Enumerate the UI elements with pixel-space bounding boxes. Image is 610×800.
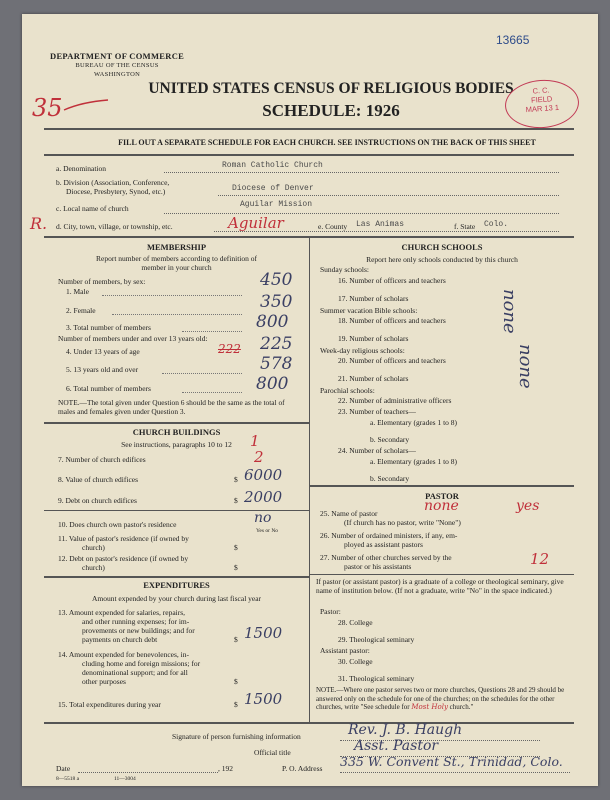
division-value: Diocese of Denver [232,184,314,193]
q8-label: 8. Value of church edifices [58,475,139,484]
q14-label: 14. Amount expended for benevolences, in- [58,650,190,659]
q7-value-b: 2 [254,448,264,466]
membership-sub2: member in your church [141,263,212,272]
q20-label: 20. Number of officers and teachers [338,356,446,365]
q3-label: 3. Total number of members [66,323,151,332]
q23-label: 23. Number of teachers— [338,407,416,416]
q14-label-b: cluding home and foreign missions; for [82,659,201,668]
q13-label-c: provements or new buildings; and for [82,626,195,635]
census-schedule-page [22,14,598,786]
q13-label: 13. Amount expended for salaries, repairs, [58,608,186,617]
q11-label-b: church) [82,543,105,552]
q23b-label: b. Secondary [370,435,410,444]
weekday-label: Week-day religious schools: [320,346,405,355]
state-label: f. State [454,222,476,231]
buildings-sub: See instructions, paragraphs 10 to 12 [121,440,232,449]
q27-value: 12 [530,550,550,568]
denomination-label: a. Denomination [56,164,106,173]
county-label: e. County [318,222,348,231]
q26-label-b: ployed as assistant pastors [344,540,423,549]
rule [44,576,309,578]
q12-label-b: church) [82,563,105,572]
q15-value: 1500 [244,690,283,708]
date-line [78,772,218,773]
pastor-heading: PASTOR [425,491,459,501]
q5-label: 5. 13 years old and over [66,365,139,374]
title-label: Official title [254,748,291,757]
dept-name: DEPARTMENT OF COMMERCE [50,51,185,61]
q30-label: 30. College [338,657,373,666]
red-check-mark [62,98,112,120]
yes-no-hint: Yes or No [256,528,279,534]
q4-crossed: 222 [218,342,241,356]
q27-label: 27. Number of other churches served by the [320,553,452,562]
po-line [340,772,570,773]
college-note: If pastor (or assistant pastor) is a graduate of a college or theological seminary, give name of institution below. (If not a graduate, write "No" in the space indicated.) [316,577,564,595]
leader-dots [102,295,242,296]
denomination-value: Roman Catholic Church [222,161,323,170]
q13-label-d: payments on church debt [82,635,158,644]
field-line [164,172,559,173]
stamp-line-3: MAR 13 1 [525,102,560,115]
form-title: UNITED STATES CENSUS OF RELIGIOUS BODIES [148,80,514,97]
rule [44,154,574,156]
dollar: $ [234,543,238,552]
q4-value: 225 [260,334,293,354]
po-label: P. O. Address [282,764,323,773]
q25-value: none [424,498,459,514]
pastor-label: Pastor: [320,607,341,616]
q28-label: 28. College [338,618,373,627]
division-label-2: Diocese, Presbytery, Synod, etc.) [66,187,166,196]
county-value: Las Animas [356,220,405,229]
dollar: $ [234,496,238,505]
date-year: , 192 [218,764,233,773]
schools-none-2: none [515,344,536,389]
department-header [50,52,184,79]
q2-value: 350 [260,292,293,312]
q25-hint: (If church has no pastor, write "None") [344,518,461,527]
q14-label-d: other purposes [82,677,126,686]
signature: Rev. J. B. Haugh [348,722,463,738]
date-label: Date [56,764,71,773]
q11-label: 11. Value of pastor's residence (if owned by [58,534,189,543]
q3-value: 800 [256,312,289,332]
q1-label: 1. Male [66,287,89,296]
q7-label: 7. Number of church edifices [58,455,146,464]
q15-label: 15. Total expenditures during year [58,700,161,709]
leader-dots [162,373,242,374]
bureau-name: BUREAU OF THE CENSUS [75,62,159,69]
field-line [218,195,559,196]
city-name: WASHINGTON [93,71,141,78]
q22-label: 22. Number of administrative officers [338,396,452,405]
rule [44,128,574,130]
assistant-label: Assistant pastor: [320,646,370,655]
q2-label: 2. Female [66,306,96,315]
leader-dots [182,331,242,332]
instruction-line: FILL OUT A SEPARATE SCHEDULE FOR EACH CHURCH. SEE INSTRUCTIONS ON THE BACK OF THIS SHEET [118,138,536,147]
q7-value-a: 1 [250,432,260,450]
pastor-note-church: Most Holy [411,703,448,711]
q6-label: 6. Total number of members [66,384,151,393]
q18-label: 18. Number of officers and teachers [338,316,446,325]
membership-note: NOTE.—The total given under Question 6 should be the same as the total of males and females given under Question 3. [58,398,285,416]
q24a-label: a. Elementary (grades 1 to 8) [370,457,458,466]
form-number: 8—5518 a [56,776,80,782]
division-label: b. Division (Association, Conference, [56,178,170,187]
q13-value: 1500 [244,624,283,642]
q17-label: 17. Number of scholars [338,294,409,303]
membership-sub1: Report number of members according to definition of [96,254,257,263]
column-divider [309,236,310,722]
local-name-value: Aguilar Mission [240,200,313,209]
q27-label-b: pastor or his assistants [344,562,412,571]
print-number: 11—3004 [114,776,136,782]
q8-value: 6000 [244,466,283,484]
city-value: Aguilar [228,214,284,232]
parochial-label: Parochial schools: [320,386,375,395]
stamp-line-2: FIELD [530,94,553,105]
pastor-note-text: NOTE.—Where one pastor serves two or more churches, Questions 28 and 29 should be answered only on the schedule for one of the churches; on the schedules for the other churches, write "See schedule for [316,686,565,711]
schools-none: none [499,289,520,334]
rule [44,422,309,424]
rule [309,485,574,487]
serial-number: 13665 [496,33,530,47]
page-mark: 35 [32,94,63,122]
q16-label: 16. Number of officers and teachers [338,276,446,285]
q29-label: 29. Theological seminary [338,635,415,644]
q5-value: 578 [260,354,293,374]
q9-label: 9. Debt on church edifices [58,496,137,505]
q9-value: 2000 [244,488,283,506]
membership-heading: MEMBERSHIP [146,242,207,252]
q1-value: 450 [260,270,293,290]
buildings-heading: CHURCH BUILDINGS [132,427,221,437]
schedule-title: SCHEDULE: 1926 [262,101,400,120]
field-line [214,231,559,232]
q19-label: 19. Number of scholars [338,334,409,343]
expenditures-heading: EXPENDITURES [143,580,210,590]
q13-label-b: and other running expenses; for im- [82,617,190,626]
q25-label: 25. Name of pastor [320,509,378,518]
rule [309,574,574,575]
q10-label: 10. Does church own pastor's residence [58,520,177,529]
city-label: d. City, town, village, or township, etc. [56,222,173,231]
age-head: Number of members under and over 13 years old: [58,334,208,343]
expenditures-sub: Amount expended by your church during last fiscal year [91,594,262,603]
sunday-label: Sunday schools: [320,265,369,274]
dollar: $ [234,700,238,709]
field-line [164,213,559,214]
state-value: Colo. [484,220,509,229]
q21-label: 21. Number of scholars [338,374,409,383]
q24b-label: b. Secondary [370,474,410,483]
schools-sub: Report here only schools conducted by this church [366,255,518,264]
q14-label-c: denominational support; and for all [82,668,188,677]
q25-value-b: yes [516,498,540,514]
dollar: $ [234,563,238,572]
leader-dots [112,314,242,315]
rule [44,722,574,724]
po-value: 335 W. Convent St., Trinidad, Colo. [340,754,563,769]
signature-label: Signature of person furnishing information [172,732,301,741]
leader-dots [182,392,242,393]
dollar: $ [234,475,238,484]
q4-label: 4. Under 13 years of age [66,347,140,356]
stamp-line-1: C. C. [532,85,550,96]
q26-label: 26. Number of ordained ministers, if any, em- [320,531,458,540]
q31-label: 31. Theological seminary [338,674,415,683]
local-name-label: c. Local name of church [56,204,129,213]
q10-value: no [254,510,272,526]
pastor-note-end: church." [449,703,474,711]
q6-value: 800 [256,374,289,394]
q23a-label: a. Elementary (grades 1 to 8) [370,418,458,427]
dollar: $ [234,635,238,644]
by-sex-label: Number of members, by sex: [58,277,146,286]
pastor-note [316,686,572,712]
summer-label: Summer vacation Bible schools: [320,306,418,315]
title-value: Asst. Pastor [354,738,439,754]
schools-heading: CHURCH SCHOOLS [401,242,483,252]
q12-label: 12. Debt on pastor's residence (if owned by [58,554,189,563]
q24-label: 24. Number of scholars— [338,446,416,455]
d-margin-mark: R. [30,214,48,233]
dollar: $ [234,677,238,686]
